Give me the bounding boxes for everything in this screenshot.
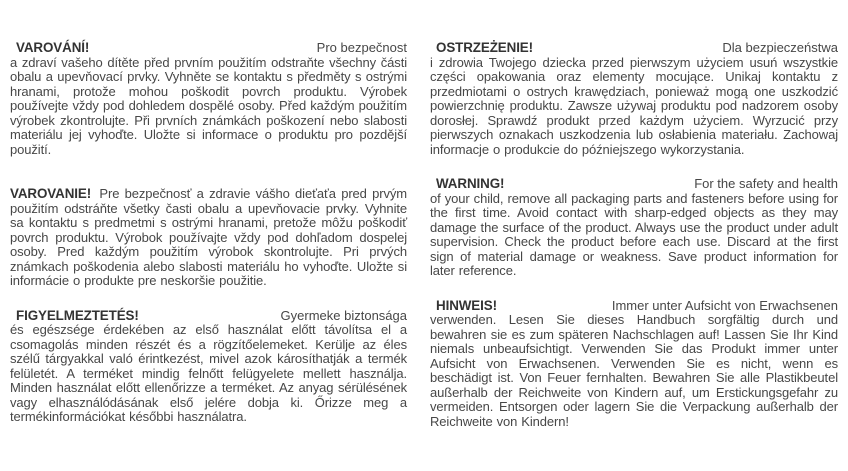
section-body-czech: a zdraví vašeho dítěte před prvním použitím odstraňte všechny části obalu a upevňovací prvky. Vyhněte se kontaktu s předměty s ostrými hranami, protože mohou poškodit povrch produktu. Výrobek používejte vždy pod dohledem dospělé osoby. Před každým použitím výrobek zkontrolujte. Při prvních známkách poškození nebo slabosti materiálu jej vyhoďte. Uložte si informace o produktu pro pozdější použití. <box>10 54 407 157</box>
section-heading-slovak: VAROVANIE! <box>10 186 92 201</box>
section-heading-czech: VAROVÁNÍ! <box>16 40 90 55</box>
section-heading-polish: OSTRZEŻENIE! <box>436 40 534 55</box>
warning-section-english <box>430 177 838 279</box>
section-first-line <box>10 309 407 324</box>
section-heading-german: HINWEIS! <box>436 297 497 313</box>
section-first-line <box>10 41 407 56</box>
warning-section-czech <box>10 41 407 157</box>
section-body-polish: i zdrowia Twojego dziecka przed pierwszym użyciem usuń wszystkie części opakowania oraz elementy mocujące. Unikaj kontaktu z przedmiotami o ostrych krawędziach, ponieważ mogą one uszkodzić powierzchnię produktu. Zawsze używaj produktu pod nadzorem osoby dorosłej. Sprawdź produkt przed każdym użyciem. Wyrzucić przy pierwszych oznakach uszkodzenia lub osłabienia materiału. Zachowaj informacje o produkcie do późniejszego wykorzystania. <box>430 54 838 157</box>
section-heading-hungarian: FIGYELMEZTETÉS! <box>16 307 139 323</box>
section-lead-german: Immer unter Aufsicht von Erwachsenen <box>611 297 838 313</box>
section-first-line <box>430 177 838 192</box>
section-first-line <box>430 299 838 314</box>
section-lead-czech: Pro bezpečnost <box>316 40 407 55</box>
warning-section-slovak <box>10 187 407 289</box>
section-lead-polish: Dla bezpieczeństwa <box>722 40 838 55</box>
section-heading-english: WARNING! <box>436 176 505 191</box>
section-body-english: of your child, remove all packaging parts and fasteners before using for the first time. Avoid contact with sharp-edged objects as they may damage the surface of the product. Always use the product under adult supervision. Check the product before each use. Discard at the first sign of material damage or weakness. Save product information for later reference. <box>430 190 838 278</box>
section-body-hungarian: és egészsége érdekében az első használat előtt távolítsa el a csomagolás minden részét és a rögzítőelemeket. Kerülje az éles szélű tárgyakkal való érintkezést, mivel azok károsíthatják a termék felületét. A terméket mindig felnőtt felügyelete mellett használja. Minden használat előtt ellenőrizze a terméket. Az anyag sérülésének vagy elhasználódásának első jelére dobja ki. Őrizze meg a termékinformációkat későbbi használatra. <box>10 322 407 424</box>
section-body-german: verwenden. Lesen Sie dieses Handbuch sorgfältig durch und bewahren sie es zum späteren Nachschlagen auf! Lassen Sie Ihr Kind niemals unbeaufsichtigt. Verwenden Sie das Produkt immer unter Aufsicht von Erwachsenen. Verwenden Sie es nicht, wenn es beschädigt ist. Von Feuer fernhalten. Bewahren Sie alle Plastikbeutel außerhalb der Reichweite von Kindern auf, um Erstickungsgefahr zu vermeiden. Entsorgen oder lagern Sie die Verpackung außerhalb der Reichweite von Kindern! <box>430 312 838 429</box>
warning-section-polish <box>430 41 838 157</box>
right-column <box>430 41 838 429</box>
section-paragraph-slovak <box>10 187 407 289</box>
warning-section-german <box>430 299 838 430</box>
section-first-line <box>430 41 838 56</box>
section-lead-english: For the safety and health <box>694 176 838 191</box>
left-column <box>10 41 407 429</box>
section-body-slovak: Pre bezpečnosť a zdravie vášho dieťaťa pred prvým použitím odstráňte všetky časti obalu a upevňovacie prvky. Vyhnite sa kontaktu s predmetmi s ostrými hranami, pretože môžu poškodiť povrch produktu. Výrobok používajte vždy pod dohľadom dospelej osoby. Pred každým použitím výrobok skontrolujte. Pri prvých známkach poškodenia alebo slabosti materiálu ho vyhoďte. Uložte si informácie o produkte pre neskoršie použitie. <box>10 186 407 288</box>
section-lead-hungarian: Gyermeke biztonsága <box>280 307 407 323</box>
warning-section-hungarian <box>10 309 407 425</box>
